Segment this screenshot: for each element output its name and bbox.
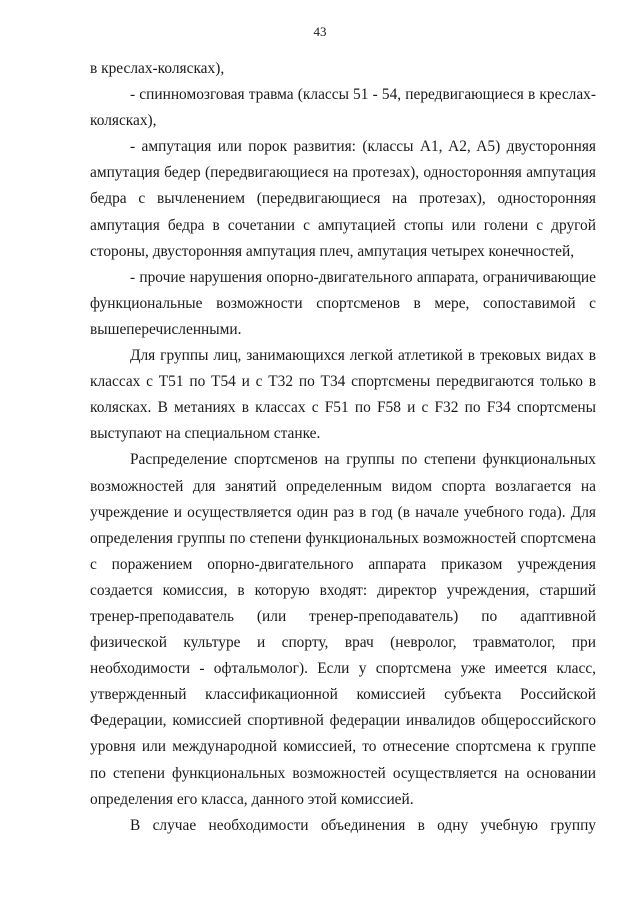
document-body (90, 56, 596, 839)
paragraph-athletics-classes: Для группы лиц, занимающихся легкой атлетикой в трековых видах в классах с T51 по T54 и с T32 по T34 спортсмены передвигаются только в колясках. В метаниях в классах с F51 по F58 и с F32 по F34 спортсмены выступают на специальном станке. (90, 347, 596, 443)
paragraph-continuation: в креслах-колясках), (90, 60, 225, 77)
page-number: 43 (313, 24, 327, 39)
paragraph-amputation: - ампутация или порок развития: (классы A1, A2, A5) двусторонняя ампутация бедер (передвигающиеся на протезах), односторонняя ампутация бедра с вычленением (передвигающиеся на протезах), односторонняя ампутация бедра в сочетании с ампутацией стопы или голени с другой стороны, двусторонняя ампутация плеч, ампутация четырех конечностей, (90, 138, 596, 260)
paragraph-group-distribution: Распределение спортсменов на группы по степени функциональных возможностей для занятий определенным видом спорта возлагается на учреждение и осуществляется один раз в год (в начале учебного года). Для определения группы по степени функциональных возможностей спортсмена с поражением опорно-двигательного аппарата приказом учреждения создается комиссия, в которую входят: директор учреждения, старший тренер-преподаватель (или тренер-преподаватель) по адаптивной физической культуре и спорту, врач (невролог, травматолог, при необходимости - офтальмолог). Если у спортсмена уже имеется класс, утвержденный классификационной комиссией субъекта Российской Федерации, комиссией спортивной федерации инвалидов общероссийского уровня или международной комиссией, то отнесение спортсмена к группе по степени функциональных возможностей осуществляется на основании определения его класса, данного этой комиссией. (90, 451, 596, 808)
paragraph-spinal-injury: - спинномозговая травма (классы 51 - 54, передвигающиеся в креслах-колясках), (90, 86, 596, 130)
paragraph-other-disorders: - прочие нарушения опорно-двигательного аппарата, ограничивающие функциональные возможности спортсменов в мере, сопоставимой с вышеперечисленными. (90, 268, 596, 338)
paragraph-group-merge: В случае необходимости объединения в одну учебную группу (130, 816, 596, 834)
